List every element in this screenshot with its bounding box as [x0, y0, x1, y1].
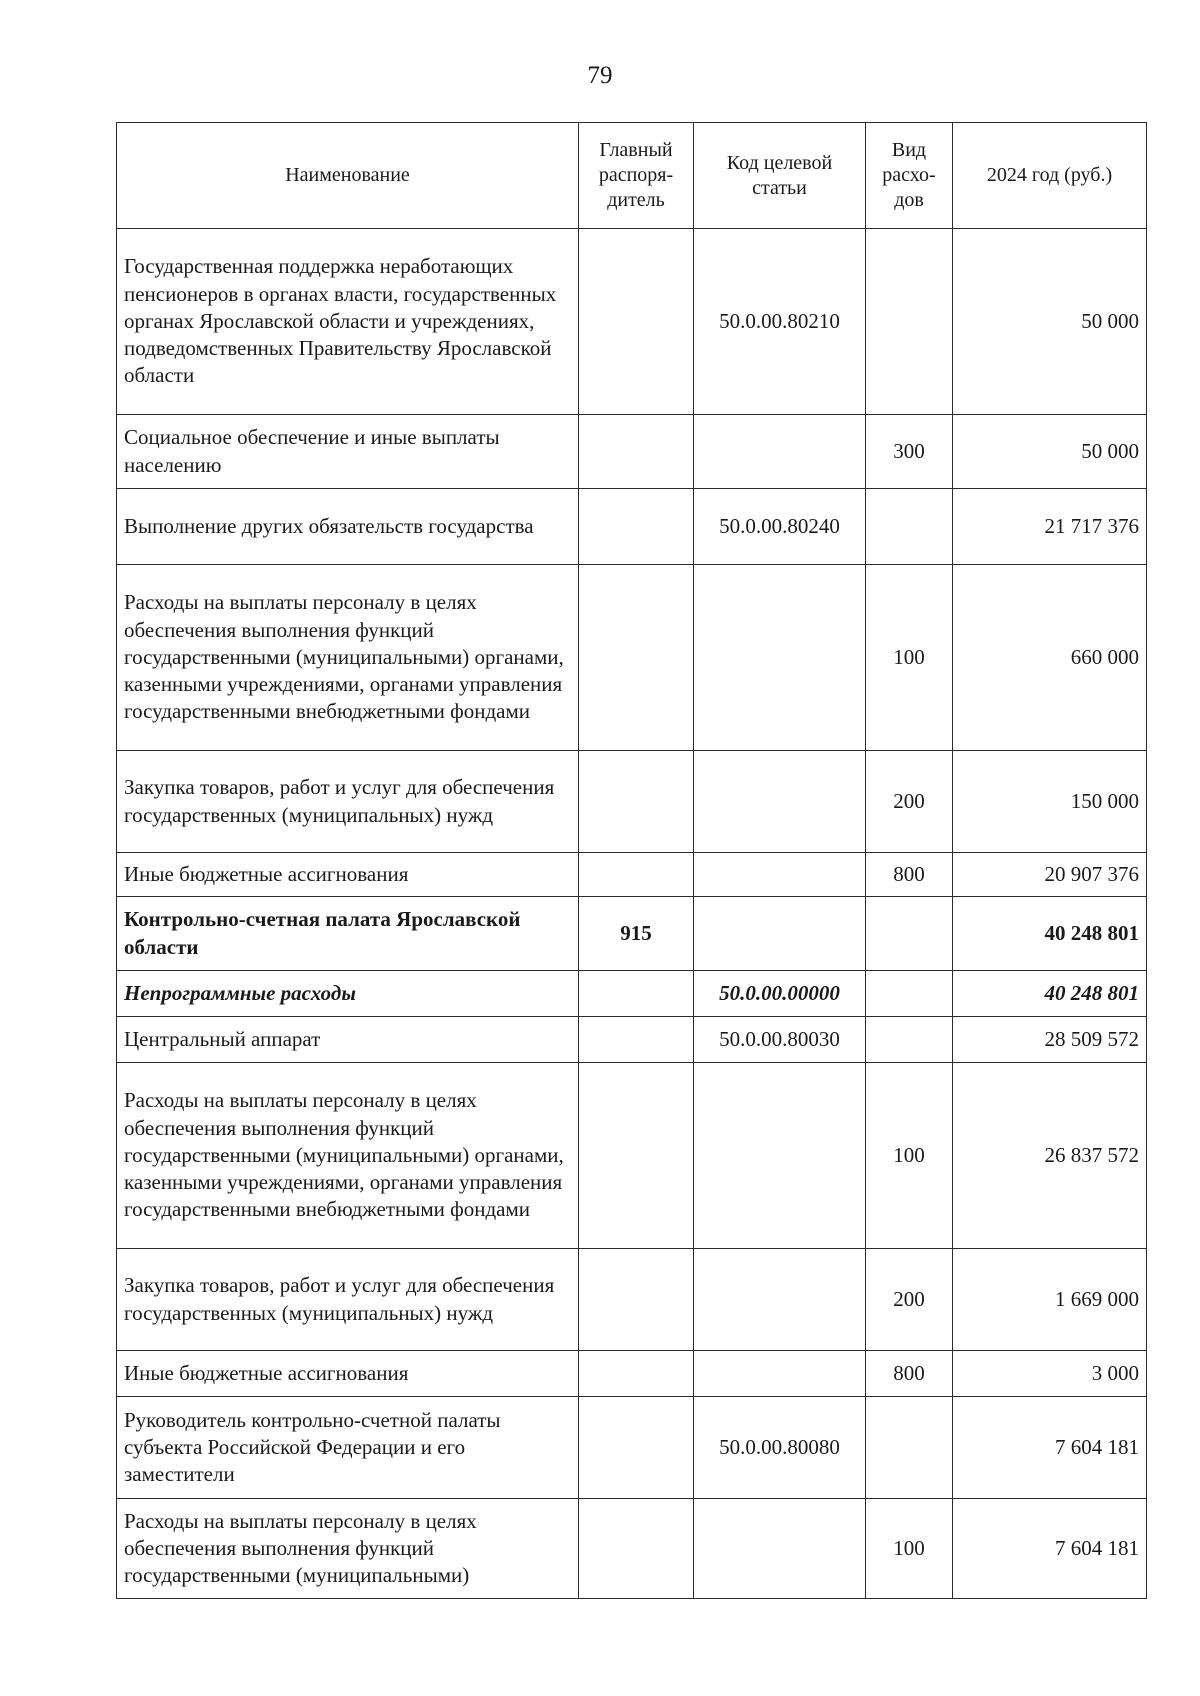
row-target-code: [694, 1249, 866, 1351]
table-row: [117, 1063, 1147, 1249]
row-amount: 21 717 376: [953, 489, 1147, 565]
row-amount: 40 248 801: [953, 971, 1147, 1017]
table-row: [117, 229, 1147, 415]
row-amount: 1 669 000: [953, 1249, 1147, 1351]
row-main-manager: [579, 1063, 694, 1249]
row-target-code: 50.0.00.80030: [694, 1017, 866, 1063]
header-expense-type: Вид расхо-дов: [866, 123, 953, 229]
row-target-code: [694, 565, 866, 751]
table-row: [117, 565, 1147, 751]
row-target-code: 50.0.00.80080: [694, 1397, 866, 1499]
table-row: [117, 897, 1147, 971]
budget-table: [116, 122, 1147, 1599]
table-row: [117, 489, 1147, 565]
row-main-manager: [579, 853, 694, 897]
row-amount: 50 000: [953, 415, 1147, 489]
row-main-manager: 915: [579, 897, 694, 971]
row-expense-type: [866, 897, 953, 971]
row-amount: 7 604 181: [953, 1397, 1147, 1499]
row-main-manager: [579, 1397, 694, 1499]
header-year-2024: 2024 год (руб.): [953, 123, 1147, 229]
row-target-code: [694, 1063, 866, 1249]
table-row: [117, 1249, 1147, 1351]
row-expense-type: 200: [866, 751, 953, 853]
row-main-manager: [579, 1351, 694, 1397]
table-row: [117, 971, 1147, 1017]
row-expense-type: 800: [866, 853, 953, 897]
row-name: Закупка товаров, работ и услуг для обеспечения государственных (муниципальных) нужд: [117, 751, 579, 853]
row-main-manager: [579, 489, 694, 565]
row-main-manager: [579, 1017, 694, 1063]
row-expense-type: 100: [866, 1063, 953, 1249]
row-target-code: [694, 1499, 866, 1599]
row-target-code: 50.0.00.80210: [694, 229, 866, 415]
row-target-code: [694, 751, 866, 853]
row-amount: 50 000: [953, 229, 1147, 415]
row-amount: 20 907 376: [953, 853, 1147, 897]
row-expense-type: 800: [866, 1351, 953, 1397]
row-main-manager: [579, 1249, 694, 1351]
row-name: Иные бюджетные ассигнования: [117, 853, 579, 897]
row-expense-type: [866, 971, 953, 1017]
row-name: Расходы на выплаты персоналу в целях обеспечения выполнения функций государственными (муниципальными) органами, казенными учреждениями, органами управления государственными внебюджетными фондами: [117, 1063, 579, 1249]
row-name: Руководитель контрольно-счетной палаты субъекта Российской Федерации и его заместители: [117, 1397, 579, 1499]
row-target-code: 50.0.00.00000: [694, 971, 866, 1017]
table-row: [117, 1499, 1147, 1599]
header-main-manager: Главный распоря-дитель: [579, 123, 694, 229]
row-name: Государственная поддержка неработающих пенсионеров в органах власти, государственных органах Ярославской области и учреждениях, подведомственных Правительству Ярославской области: [117, 229, 579, 415]
row-expense-type: [866, 1017, 953, 1063]
row-target-code: [694, 853, 866, 897]
row-amount: 26 837 572: [953, 1063, 1147, 1249]
row-name: Расходы на выплаты персоналу в целях обеспечения выполнения функций государственными (муниципальными): [117, 1499, 579, 1599]
table-row: [117, 1017, 1147, 1063]
table-row: [117, 751, 1147, 853]
row-main-manager: [579, 971, 694, 1017]
row-main-manager: [579, 415, 694, 489]
row-amount: 660 000: [953, 565, 1147, 751]
table-row: [117, 1351, 1147, 1397]
row-name: Выполнение других обязательств государства: [117, 489, 579, 565]
row-expense-type: [866, 1397, 953, 1499]
row-name: Расходы на выплаты персоналу в целях обеспечения выполнения функций государственными (муниципальными) органами, казенными учреждениями, органами управления государственными внебюджетными фондами: [117, 565, 579, 751]
table-row: [117, 415, 1147, 489]
row-main-manager: [579, 751, 694, 853]
row-target-code: [694, 415, 866, 489]
row-name: Непрограммные расходы: [117, 971, 579, 1017]
row-main-manager: [579, 229, 694, 415]
row-target-code: 50.0.00.80240: [694, 489, 866, 565]
row-name: Социальное обеспечение и иные выплаты населению: [117, 415, 579, 489]
table-row: [117, 1397, 1147, 1499]
page-number: 79: [587, 62, 613, 89]
row-name: Центральный аппарат: [117, 1017, 579, 1063]
row-expense-type: 100: [866, 1499, 953, 1599]
row-name: Иные бюджетные ассигнования: [117, 1351, 579, 1397]
row-amount: 150 000: [953, 751, 1147, 853]
row-amount: 40 248 801: [953, 897, 1147, 971]
row-name: Закупка товаров, работ и услуг для обеспечения государственных (муниципальных) нужд: [117, 1249, 579, 1351]
table-row: [117, 853, 1147, 897]
row-amount: 7 604 181: [953, 1499, 1147, 1599]
row-name: Контрольно-счетная палата Ярославской области: [117, 897, 579, 971]
header-target-code: Код целевой статьи: [694, 123, 866, 229]
row-target-code: [694, 1351, 866, 1397]
row-expense-type: 200: [866, 1249, 953, 1351]
row-expense-type: 100: [866, 565, 953, 751]
row-expense-type: [866, 489, 953, 565]
row-expense-type: 300: [866, 415, 953, 489]
row-amount: 3 000: [953, 1351, 1147, 1397]
table-header-row: [117, 123, 1147, 229]
row-amount: 28 509 572: [953, 1017, 1147, 1063]
row-target-code: [694, 897, 866, 971]
row-expense-type: [866, 229, 953, 415]
row-main-manager: [579, 565, 694, 751]
header-name: Наименование: [117, 123, 579, 229]
row-main-manager: [579, 1499, 694, 1599]
